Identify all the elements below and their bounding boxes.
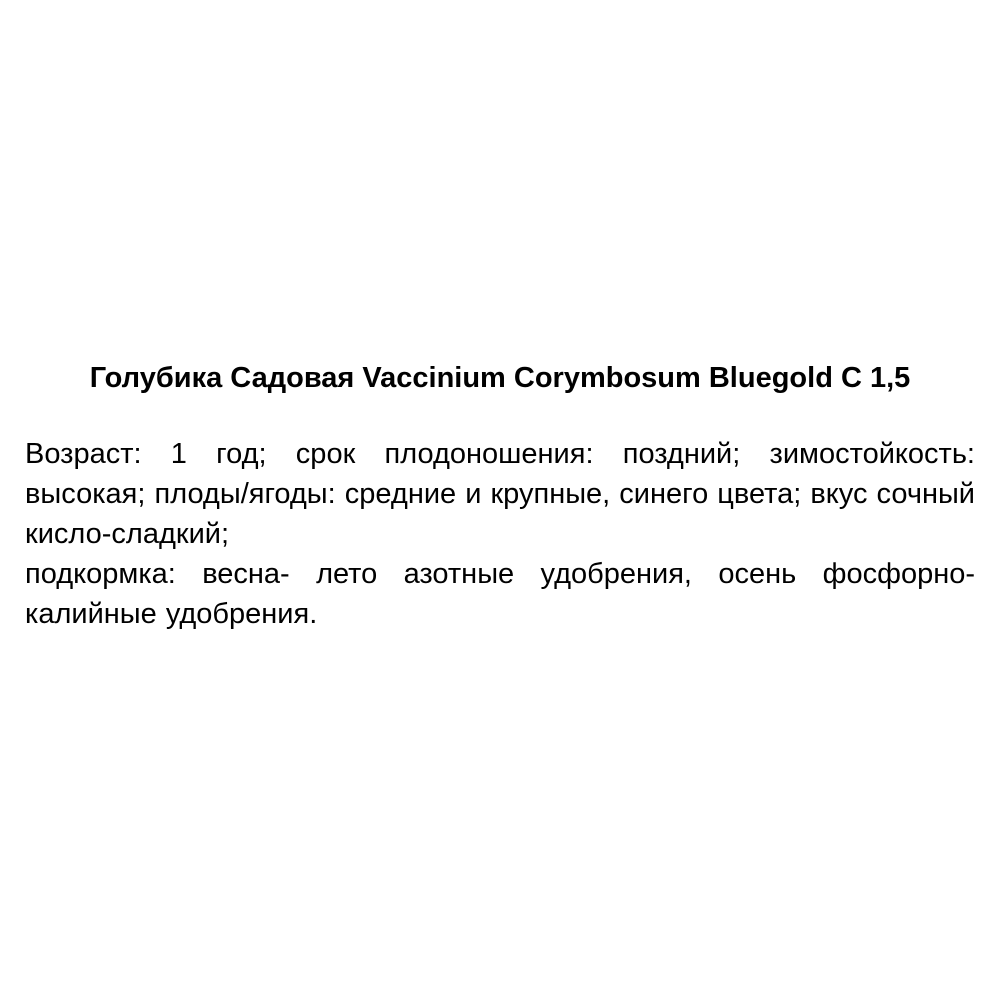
product-title: Голубика Садовая Vaccinium Corymbosum Bluegold C 1,5 <box>89 362 911 394</box>
document-body <box>25 358 975 634</box>
description-paragraph-fertilizing: подкормка: весна- лето азотные удобрения, осень фосфорно-калийные удобрения. <box>25 558 975 630</box>
description-paragraph-characteristics: Возраст: 1 год; срок плодоношения: поздний; зимостойкость: высокая; плоды/ягоды: средние и крупные, синего цвета; вкус сочный кисло-сладкий; <box>25 438 975 550</box>
